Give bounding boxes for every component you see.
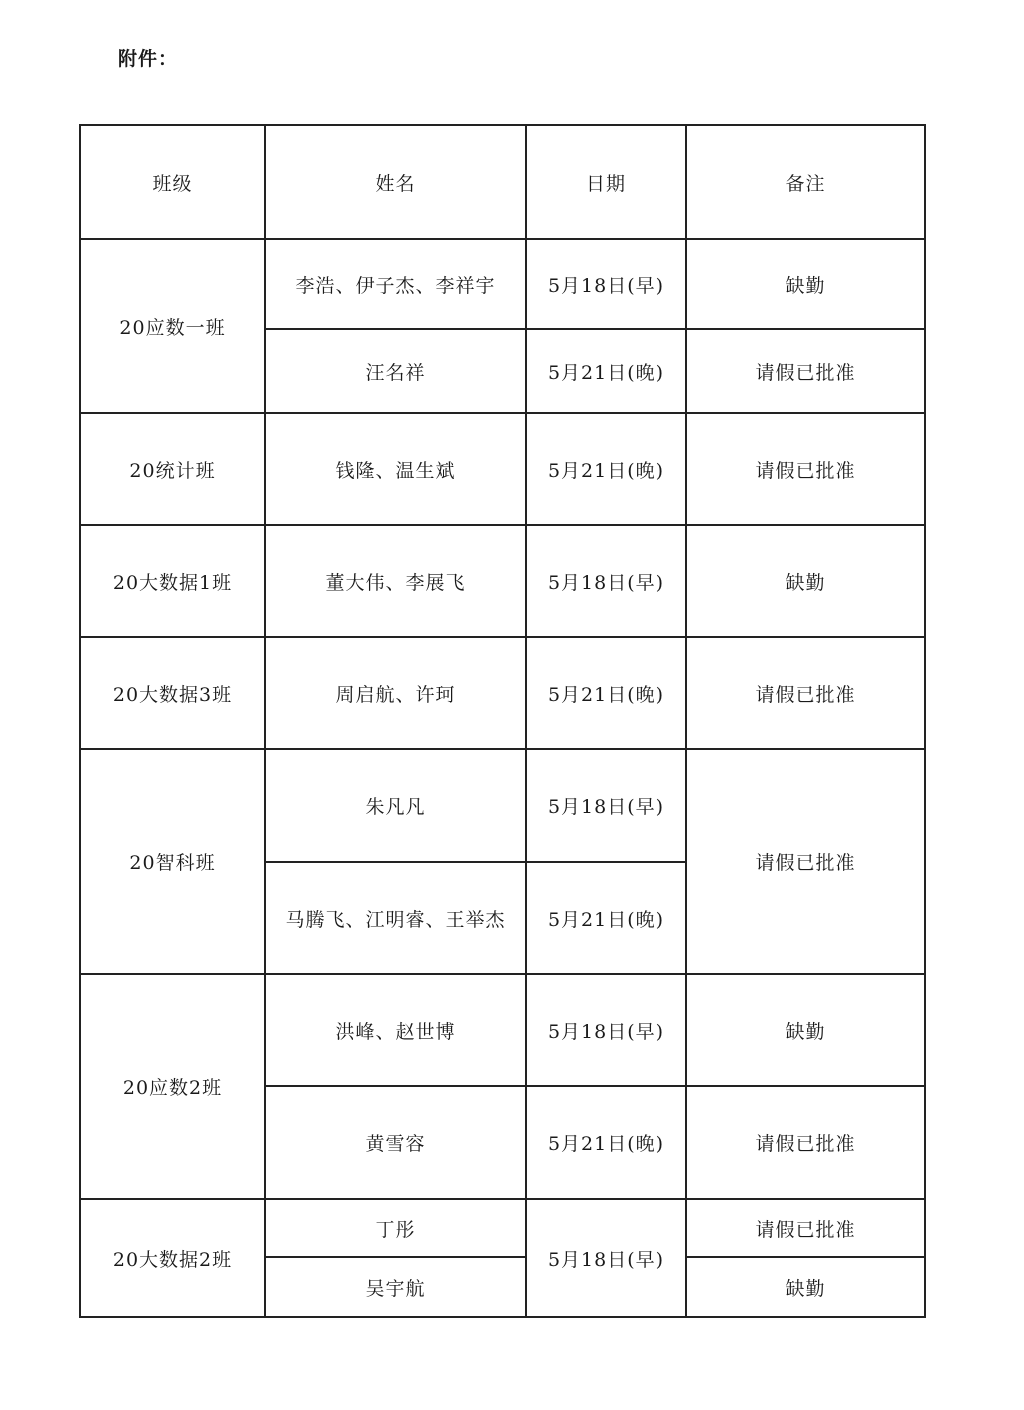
name-cell: 周启航、许珂 bbox=[265, 637, 526, 749]
header-class: 班级 bbox=[80, 125, 265, 239]
name-cell: 吴宇航 bbox=[265, 1257, 526, 1317]
note-cell: 缺勤 bbox=[686, 974, 925, 1086]
note-cell: 请假已批准 bbox=[686, 413, 925, 525]
date-cell: 5月21日(晚) bbox=[526, 413, 686, 525]
name-cell: 朱凡凡 bbox=[265, 749, 526, 862]
table-row bbox=[80, 1199, 925, 1257]
note-cell: 请假已批准 bbox=[686, 749, 925, 974]
header-date: 日期 bbox=[526, 125, 686, 239]
note-cell: 缺勤 bbox=[686, 239, 925, 329]
note-cell: 请假已批准 bbox=[686, 637, 925, 749]
table-row bbox=[80, 239, 925, 329]
name-cell: 汪名祥 bbox=[265, 329, 526, 413]
date-cell: 5月21日(晚) bbox=[526, 862, 686, 974]
date-cell: 5月18日(早) bbox=[526, 749, 686, 862]
attachment-label: 附件： bbox=[118, 48, 179, 70]
note-cell: 缺勤 bbox=[686, 1257, 925, 1317]
class-cell: 20应数一班 bbox=[80, 239, 265, 413]
note-cell: 缺勤 bbox=[686, 525, 925, 637]
name-cell: 丁彤 bbox=[265, 1199, 526, 1257]
date-cell: 5月18日(早) bbox=[526, 974, 686, 1086]
note-cell: 请假已批准 bbox=[686, 329, 925, 413]
name-cell: 黄雪容 bbox=[265, 1086, 526, 1199]
table-row bbox=[80, 749, 925, 862]
class-cell: 20大数据1班 bbox=[80, 525, 265, 637]
header-note: 备注 bbox=[686, 125, 925, 239]
table-row bbox=[80, 525, 925, 637]
table-row bbox=[80, 413, 925, 525]
name-cell: 董大伟、李展飞 bbox=[265, 525, 526, 637]
header-name: 姓名 bbox=[265, 125, 526, 239]
date-cell: 5月18日(早) bbox=[526, 1199, 686, 1317]
table-row bbox=[80, 974, 925, 1086]
name-cell: 李浩、伊子杰、李祥宇 bbox=[265, 239, 526, 329]
header-row bbox=[80, 125, 925, 239]
date-cell: 5月18日(早) bbox=[526, 525, 686, 637]
date-cell: 5月21日(晚) bbox=[526, 1086, 686, 1199]
note-cell: 请假已批准 bbox=[686, 1199, 925, 1257]
date-cell: 5月21日(晚) bbox=[526, 329, 686, 413]
name-cell: 钱隆、温生斌 bbox=[265, 413, 526, 525]
class-cell: 20统计班 bbox=[80, 413, 265, 525]
table-row bbox=[80, 637, 925, 749]
attendance-table bbox=[79, 124, 926, 1318]
name-cell: 洪峰、赵世博 bbox=[265, 974, 526, 1086]
class-cell: 20应数2班 bbox=[80, 974, 265, 1199]
class-cell: 20大数据2班 bbox=[80, 1199, 265, 1317]
name-cell: 马腾飞、江明睿、王举杰 bbox=[265, 862, 526, 974]
note-cell: 请假已批准 bbox=[686, 1086, 925, 1199]
date-cell: 5月18日(早) bbox=[526, 239, 686, 329]
class-cell: 20智科班 bbox=[80, 749, 265, 974]
class-cell: 20大数据3班 bbox=[80, 637, 265, 749]
date-cell: 5月21日(晚) bbox=[526, 637, 686, 749]
